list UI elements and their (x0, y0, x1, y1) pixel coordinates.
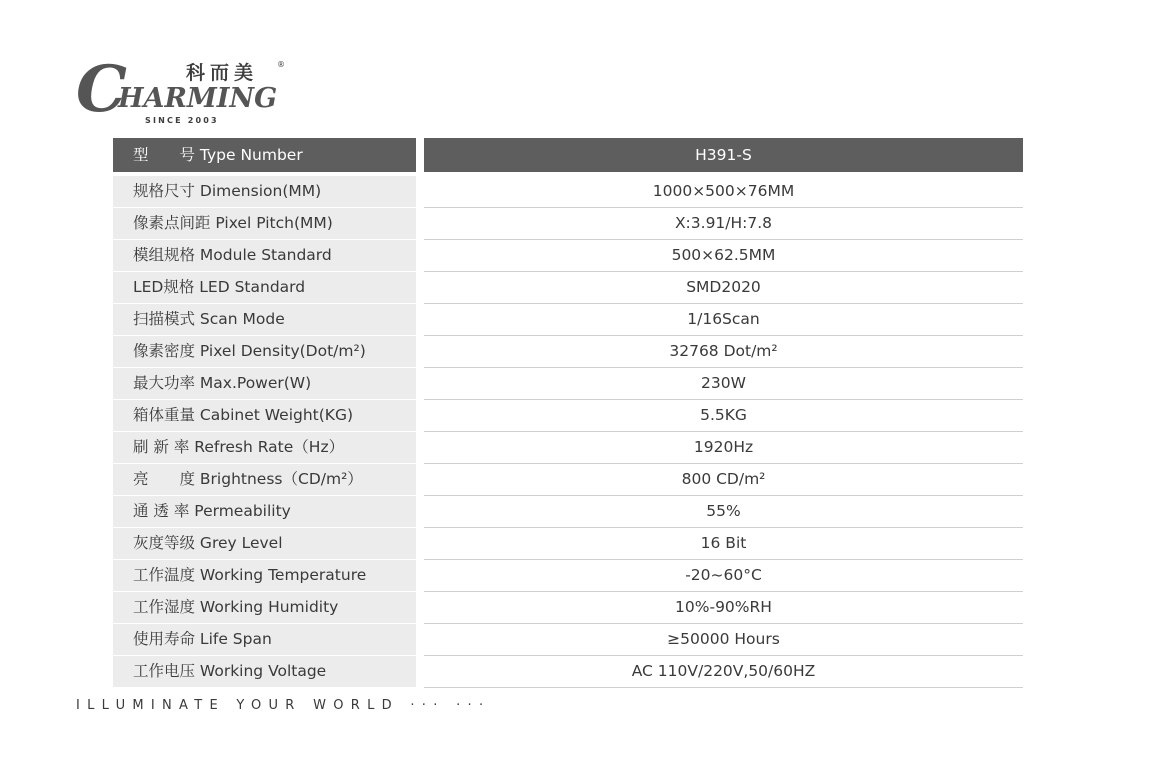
table-row (113, 240, 1023, 272)
spec-table (113, 138, 1023, 688)
row-value: 5.5KG (424, 400, 1023, 432)
table-row (113, 400, 1023, 432)
table-row (113, 304, 1023, 336)
row-value: X:3.91/H:7.8 (424, 208, 1023, 240)
row-label: 灰度等级 Grey Level (113, 528, 416, 559)
brand-logo (76, 52, 296, 130)
row-label: 像素密度 Pixel Density(Dot/m²) (113, 336, 416, 367)
row-value: AC 110V/220V,50/60HZ (424, 656, 1023, 688)
row-value: 10%-90%RH (424, 592, 1023, 624)
row-value: -20~60°C (424, 560, 1023, 592)
row-value: 800 CD/m² (424, 464, 1023, 496)
table-row (113, 592, 1023, 624)
row-value: SMD2020 (424, 272, 1023, 304)
row-label: 模组规格 Module Standard (113, 240, 416, 271)
row-value: 500×62.5MM (424, 240, 1023, 272)
logo-chinese-name: 科而美 (186, 62, 259, 84)
logo-initial: C (76, 52, 127, 127)
row-label: 刷 新 率 Refresh Rate（Hz） (113, 432, 416, 463)
table-row (113, 624, 1023, 656)
row-label: 箱体重量 Cabinet Weight(KG) (113, 400, 416, 431)
row-label: 亮 度 Brightness（CD/m²） (113, 464, 416, 495)
table-row (113, 272, 1023, 304)
header-value: H391-S (424, 138, 1023, 172)
registered-mark: ® (277, 60, 285, 69)
row-label: 工作湿度 Working Humidity (113, 592, 416, 623)
row-value: 32768 Dot/m² (424, 336, 1023, 368)
table-row (113, 368, 1023, 400)
table-row (113, 208, 1023, 240)
row-label: 使用寿命 Life Span (113, 624, 416, 655)
table-row (113, 464, 1023, 496)
row-value: 55% (424, 496, 1023, 528)
logo-since: SINCE 2003 (145, 116, 219, 125)
row-label: 规格尺寸 Dimension(MM) (113, 176, 416, 207)
logo-wordmark: HARMING (118, 83, 278, 114)
row-value: ≥50000 Hours (424, 624, 1023, 656)
row-value: 1000×500×76MM (424, 176, 1023, 208)
table-row (113, 656, 1023, 688)
row-label: 工作温度 Working Temperature (113, 560, 416, 591)
table-row (113, 336, 1023, 368)
row-value: 1/16Scan (424, 304, 1023, 336)
row-value: 16 Bit (424, 528, 1023, 560)
table-row (113, 560, 1023, 592)
row-label: 工作电压 Working Voltage (113, 656, 416, 687)
row-label: 通 透 率 Permeability (113, 496, 416, 527)
footer-tagline: ILLUMINATE YOUR WORLD ··· ··· (76, 698, 491, 713)
row-label: LED规格 LED Standard (113, 272, 416, 303)
row-value: 1920Hz (424, 432, 1023, 464)
row-label: 像素点间距 Pixel Pitch(MM) (113, 208, 416, 239)
table-row (113, 528, 1023, 560)
row-value: 230W (424, 368, 1023, 400)
table-row (113, 432, 1023, 464)
table-header-row (113, 138, 1023, 176)
row-label: 最大功率 Max.Power(W) (113, 368, 416, 399)
table-row (113, 496, 1023, 528)
row-label: 扫描模式 Scan Mode (113, 304, 416, 335)
table-row (113, 176, 1023, 208)
header-label: 型 号 Type Number (113, 138, 416, 172)
